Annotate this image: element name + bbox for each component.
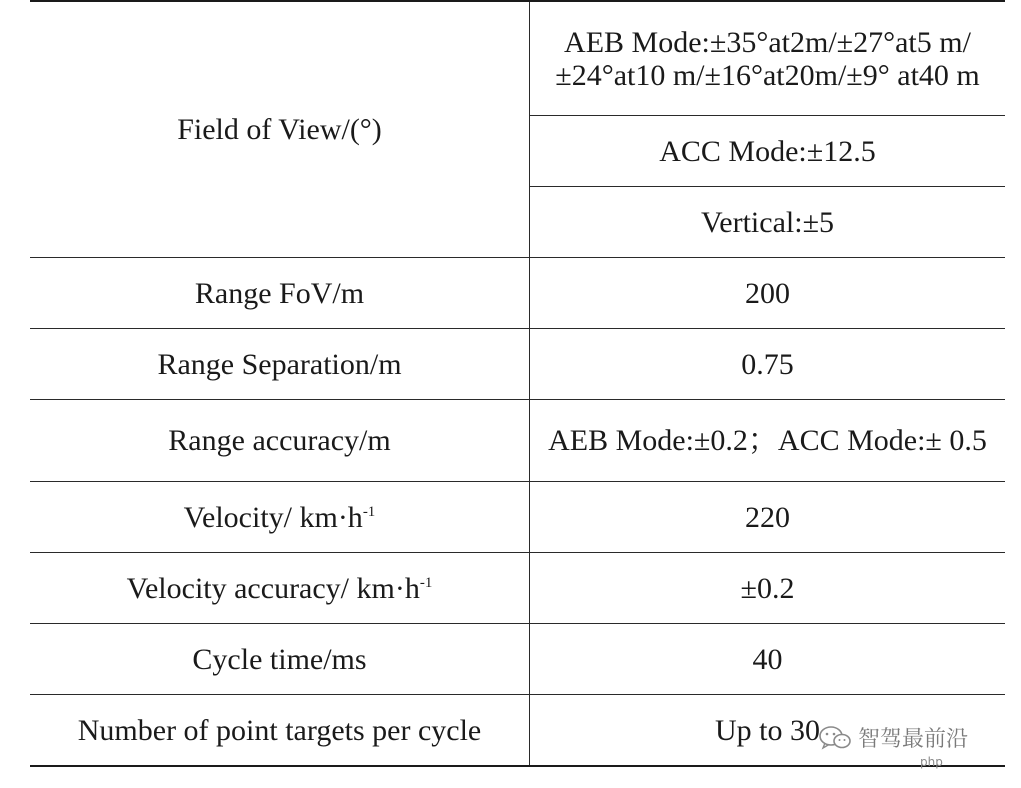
table-row-velocity: [30, 482, 1005, 553]
value-point-targets: Up to 30: [530, 695, 1006, 767]
param-range-accuracy: Range accuracy/m: [30, 400, 530, 482]
param-point-targets: Number of point targets per cycle: [30, 695, 530, 767]
param-velocity-text: Velocity/ km·h: [183, 500, 363, 534]
value-range-accuracy: AEB Mode:±0.2；ACC Mode:± 0.5: [530, 400, 1006, 482]
param-range-separation: Range Separation/m: [30, 329, 530, 400]
param-velocity-accuracy: [30, 553, 530, 624]
watermark-text: 智驾最前沿: [858, 727, 969, 752]
param-cycle-time: Cycle time/ms: [30, 624, 530, 695]
table-row-velocity-accuracy: [30, 553, 1005, 624]
watermark-sub-text: php: [920, 755, 943, 769]
value-velocity-accuracy: ±0.2: [530, 553, 1006, 624]
value-range-fov: 200: [530, 258, 1006, 329]
table-row-field-of-view: [30, 1, 1005, 116]
table-row-range-accuracy: [30, 400, 1005, 482]
param-velocity: [30, 482, 530, 553]
table-row-cycle-time: [30, 624, 1005, 695]
param-velocity-accuracy-text: Velocity accuracy/ km·h: [126, 571, 420, 605]
table-row-range-fov: [30, 258, 1005, 329]
value-fov-vertical: Vertical:±5: [530, 187, 1006, 258]
value-fov-aeb: AEB Mode:±35°at2m/±27°at5 m/±24°at10 m/±16°at20m/±9° at40 m: [530, 1, 1006, 116]
value-range-separation: 0.75: [530, 329, 1006, 400]
param-velocity-sup: -1: [362, 503, 376, 520]
table-row-range-separation: [30, 329, 1005, 400]
param-velocity-accuracy-sup: -1: [419, 574, 433, 591]
spec-table: [30, 0, 1005, 767]
value-fov-acc: ACC Mode:±12.5: [530, 116, 1006, 187]
param-field-of-view: Field of View/(°): [30, 1, 530, 258]
wechat-icon: [818, 725, 852, 751]
value-cycle-time: 40: [530, 624, 1006, 695]
value-velocity: 220: [530, 482, 1006, 553]
param-range-fov: Range FoV/m: [30, 258, 530, 329]
watermark: [818, 722, 968, 753]
